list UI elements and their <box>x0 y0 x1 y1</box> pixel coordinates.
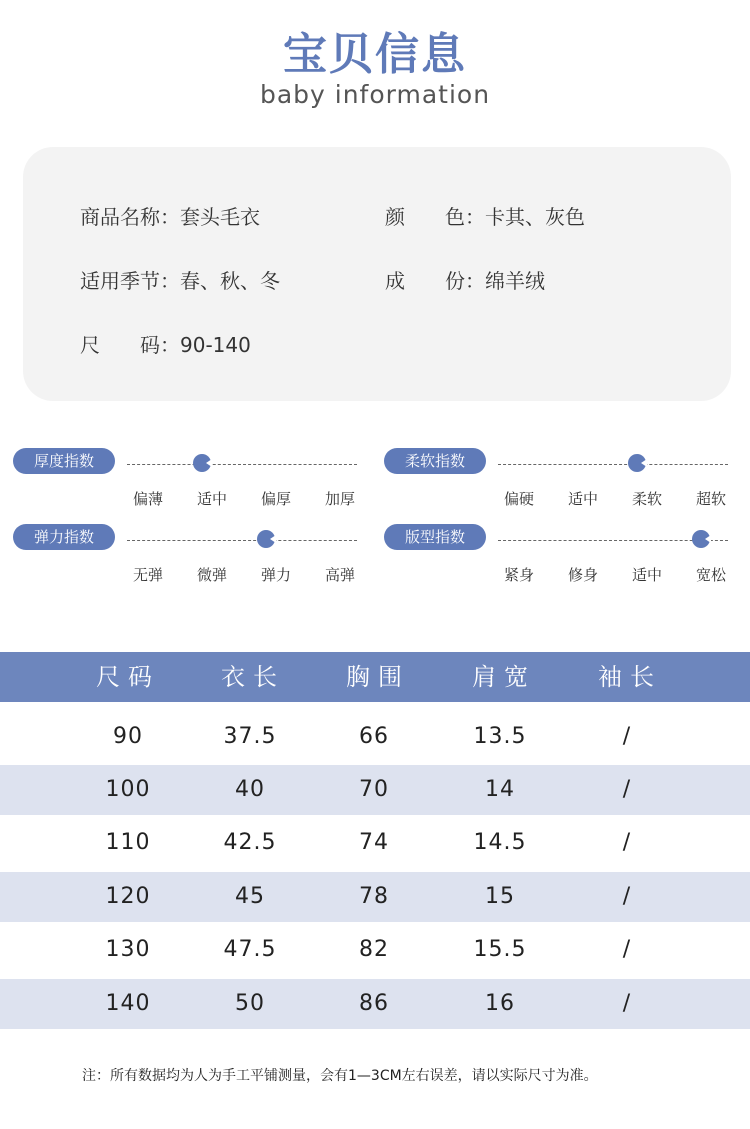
table-row <box>0 818 750 868</box>
table-row <box>0 712 750 762</box>
indicator-option: 高弹 <box>324 566 355 584</box>
info-name-label: 商品名称： <box>80 205 180 229</box>
table-cell: 130 <box>105 937 151 962</box>
table-cell: 90 <box>113 724 143 749</box>
indicator-option: 加厚 <box>324 490 355 508</box>
indicator-option: 宽松 <box>695 566 726 584</box>
column-header-chest: 胸围 <box>346 663 410 691</box>
product-info-panel <box>23 147 731 401</box>
indicator-option: 适中 <box>631 566 662 584</box>
info-material-value: 绵羊绒 <box>485 269 545 293</box>
indicator-marker-icon <box>692 530 710 548</box>
table-cell: / <box>622 937 632 962</box>
indicator-option: 微弹 <box>196 566 227 584</box>
indicator-marker-icon <box>628 454 646 472</box>
table-cell: 45 <box>235 884 265 909</box>
table-cell: 120 <box>105 884 151 909</box>
indicator-option: 适中 <box>567 490 598 508</box>
table-cell: 66 <box>359 724 389 749</box>
info-season-value: 春、秋、冬 <box>180 269 280 293</box>
table-cell: / <box>622 991 632 1016</box>
table-cell: 15.5 <box>473 937 527 962</box>
table-cell: 74 <box>359 830 389 855</box>
info-season <box>80 265 280 294</box>
indicator-option: 修身 <box>567 566 598 584</box>
size-table-header <box>0 652 750 702</box>
column-header-size: 尺码 <box>96 663 160 691</box>
indicator-option: 偏硬 <box>503 490 534 508</box>
table-cell: 82 <box>359 937 389 962</box>
info-color-label: 颜 色： <box>385 205 485 229</box>
indicator-option: 弹力 <box>260 566 291 584</box>
info-color-value: 卡其、灰色 <box>485 205 585 229</box>
table-cell: 78 <box>359 884 389 909</box>
info-size <box>80 329 251 358</box>
table-cell: 40 <box>235 777 265 802</box>
indicator-option: 偏厚 <box>260 490 291 508</box>
table-cell: / <box>622 830 632 855</box>
table-cell: 47.5 <box>223 937 277 962</box>
table-cell: 15 <box>485 884 515 909</box>
indicator-track <box>498 464 728 465</box>
info-material <box>385 265 545 294</box>
table-cell: 70 <box>359 777 389 802</box>
info-size-label: 尺 码： <box>80 333 180 357</box>
table-cell: 42.5 <box>223 830 277 855</box>
table-cell: 14.5 <box>473 830 527 855</box>
table-cell: 14 <box>485 777 515 802</box>
table-row <box>0 925 750 975</box>
table-row <box>0 872 750 922</box>
indicator-option: 柔软 <box>631 490 662 508</box>
indicator-option: 超软 <box>695 490 726 508</box>
table-cell: 16 <box>485 991 515 1016</box>
column-header-shoulder: 肩宽 <box>472 663 536 691</box>
indicator-option: 适中 <box>196 490 227 508</box>
info-color <box>385 201 585 230</box>
indicator-label: 柔软指数 <box>384 448 486 474</box>
indicator-label: 弹力指数 <box>13 524 115 550</box>
table-cell: 140 <box>105 991 151 1016</box>
indicator-marker-icon <box>257 530 275 548</box>
indicator-option: 无弹 <box>132 566 163 584</box>
info-name-value: 套头毛衣 <box>180 205 260 229</box>
column-header-sleeve: 袖长 <box>598 663 662 691</box>
table-cell: / <box>622 884 632 909</box>
indicator-track <box>127 540 357 541</box>
indicator-label: 版型指数 <box>384 524 486 550</box>
info-name <box>80 201 260 230</box>
info-material-label: 成 份： <box>385 269 485 293</box>
table-cell: / <box>622 724 632 749</box>
info-season-label: 适用季节： <box>80 269 180 293</box>
indicator-option: 偏薄 <box>132 490 163 508</box>
indicator-option: 紧身 <box>503 566 534 584</box>
table-cell: 13.5 <box>473 724 527 749</box>
indicator-marker-icon <box>193 454 211 472</box>
table-cell: / <box>622 777 632 802</box>
table-cell: 37.5 <box>223 724 277 749</box>
table-row <box>0 979 750 1029</box>
table-cell: 86 <box>359 991 389 1016</box>
indicator-track <box>127 464 357 465</box>
table-cell: 110 <box>105 830 151 855</box>
indicator-label: 厚度指数 <box>13 448 115 474</box>
page-subtitle: baby information <box>259 80 491 109</box>
table-row <box>0 765 750 815</box>
table-cell: 50 <box>235 991 265 1016</box>
table-cell: 100 <box>105 777 151 802</box>
footer-note: 注：所有数据均为人为手工平铺测量，会有1—3CM左右误差，请以实际尺寸为准。 <box>82 1068 598 1084</box>
info-size-value: 90-140 <box>180 333 251 357</box>
column-header-length: 衣长 <box>221 663 285 691</box>
page-title: 宝贝信息 <box>283 29 467 80</box>
